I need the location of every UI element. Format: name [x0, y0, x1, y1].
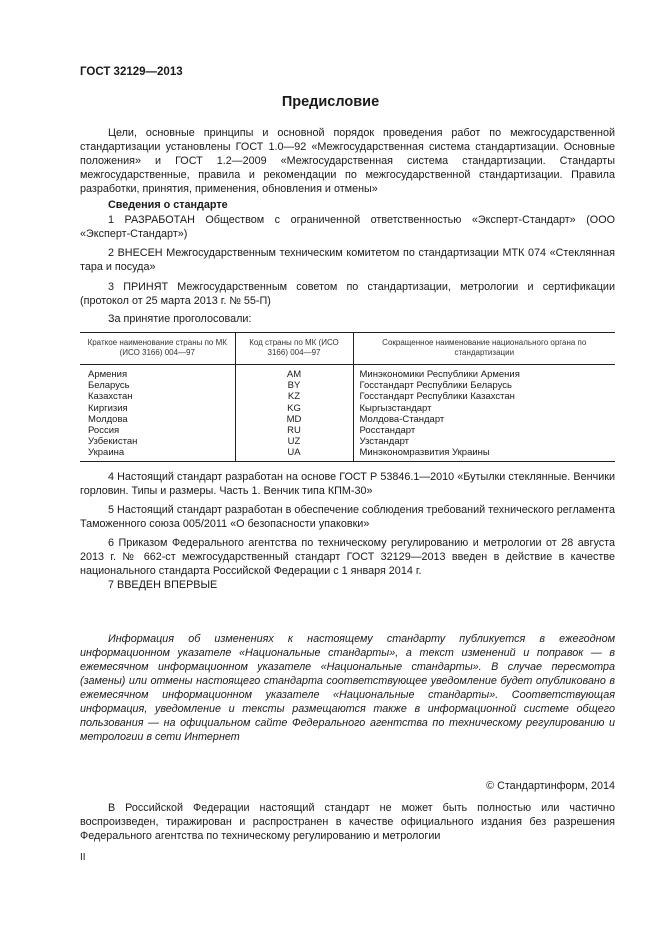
org-cell: Госстандарт Республики Казахстан	[353, 391, 615, 402]
code-cell: RU	[235, 425, 353, 436]
item-7: 7 ВВЕДЕН ВПЕРВЫЕ	[108, 579, 218, 591]
table-row	[80, 447, 615, 461]
org-cell: Минэкономики Республики Армения	[353, 365, 615, 381]
table-row	[80, 365, 615, 381]
copyright: © Стандартинформ, 2014	[486, 780, 615, 792]
intro-paragraph: Цели, основные принципы и основной порядок проведения работ по межгосударственной стандартизации установлены ГОСТ 1.0—92 «Межгосударственная система стандартизации. Основные положения» и ГОСТ 1.2—2009 «Межгосударственная система стандартизации. Стандарты межгосударственные, правила и рекомендации по межгосударственной стандартизации. Правила разработки, принятия, применения, обновления и отмены»	[80, 127, 615, 195]
item-4: 4 Настоящий стандарт разработан на основе ГОСТ Р 53846.1—2010 «Бутылки стеклянные. Венчики горловин. Типы и размеры. Часть 1. Венчик типа КПМ-30»	[80, 471, 615, 497]
country-cell: Узбекистан	[88, 436, 138, 448]
notice-paragraph: Информация об изменениях к настоящему стандарту публикуется в ежегодном информационном указателе «Национальные стандарты», а текст изменений и поправок — в ежемесячном информационном указателе «Национальные стандарты». В случае пересмотра (замены) или отмены настоящего стандарта соответствующее уведомление будет опубликовано в ежемесячном информационном указателе «Национальные стандарты». Соответствующая информация, уведомление и тексты размещаются также в информационной системе общего пользования — на официальном сайте Федерального агентства по техническому регулированию и метрологии в сети Интернет	[80, 633, 615, 743]
table-row	[80, 414, 615, 425]
item-1: 1 РАЗРАБОТАН Обществом с ограниченной ответственностью «Эксперт-Стандарт» (ООО «Эксперт-Стандарт»)	[80, 214, 615, 240]
code-cell: MD	[235, 414, 353, 425]
item-2: 2 ВНЕСЕН Межгосударственным техническим комитетом по стандартизации МТК 074 «Стеклянная тара и посуда»	[80, 247, 615, 273]
col-header-code: Код страны по МК (ИСО 3166) 004—97	[235, 333, 353, 365]
country-cell: Украина	[88, 447, 125, 459]
country-cell: Киргизия	[88, 402, 128, 414]
code-cell: BY	[235, 380, 353, 391]
org-cell: Узстандарт	[353, 436, 615, 447]
country-cell: Беларусь	[88, 380, 130, 392]
country-cell: Казахстан	[88, 391, 133, 403]
code-cell: AM	[235, 365, 353, 381]
item-5: 5 Настоящий стандарт разработан в обеспечение соблюдения требований технического регламента Таможенного союза 005/2011 «О безопасности упаковки»	[80, 504, 615, 530]
col-header-country: Краткое наименование страны по МК (ИСО 3166) 004—97	[80, 333, 235, 365]
org-cell: Кыргызстандарт	[353, 403, 615, 414]
table-row	[80, 425, 615, 436]
item-6: 6 Приказом Федерального агентства по техническому регулированию и метрологии от 28 августа 2013 г. № 662-ст межгосударственный стандарт ГОСТ 32129—2013 введен в действие в качестве национального стандарта Российской Федерации с 1 января 2014 г.	[80, 537, 615, 577]
item-3: 3 ПРИНЯТ Межгосударственным советом по стандартизации, метрологии и сертификации (протокол от 25 марта 2013 г. № 55-П)	[80, 281, 615, 307]
org-cell: Госстандарт Республики Беларусь	[353, 380, 615, 391]
org-cell: Молдова-Стандарт	[353, 414, 615, 425]
vote-label: За принятие проголосовали:	[108, 313, 252, 325]
code-cell: KZ	[235, 391, 353, 402]
preface-title: Предисловие	[281, 94, 380, 110]
org-cell: Минэкономразвития Украины	[353, 447, 615, 461]
col-header-org: Сокращенное наименование национального органа по стандартизации	[353, 333, 615, 365]
section-title: Сведения о стандарте	[108, 199, 228, 211]
country-cell: Россия	[88, 425, 120, 437]
table-row	[80, 403, 615, 414]
code-cell: UA	[235, 447, 353, 461]
code-cell: UZ	[235, 436, 353, 447]
table-row	[80, 391, 615, 402]
rights-paragraph: В Российской Федерации настоящий стандарт не может быть полностью или частично воспроизведен, тиражирован и распространен в качестве официального издания без разрешения Федерального агентства по техническому регулированию и метрологии	[80, 802, 615, 842]
voting-table	[80, 332, 615, 462]
table-row	[80, 436, 615, 447]
table-row	[80, 380, 615, 391]
org-cell: Росстандарт	[353, 425, 615, 436]
country-cell: Молдова	[88, 413, 128, 425]
page-number: II	[80, 852, 86, 863]
code-cell: KG	[235, 403, 353, 414]
country-cell: Армения	[88, 369, 128, 380]
document-id: ГОСТ 32129—2013	[80, 66, 183, 78]
